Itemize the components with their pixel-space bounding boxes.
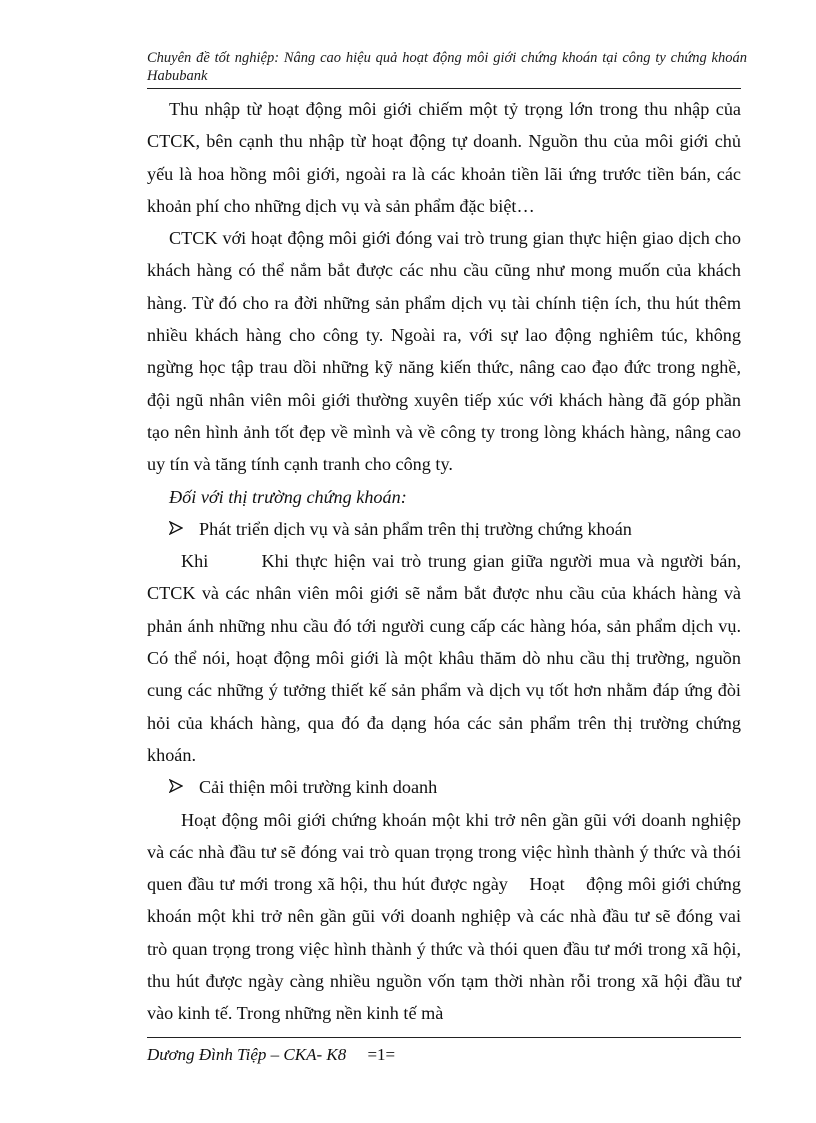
bullet-text: Cải thiện môi trường kinh doanh: [199, 777, 438, 798]
bullet-item-environment: [147, 771, 741, 803]
paragraph-broker-role: CTCK với hoạt động môi giới đóng vai trò trung gian thực hiện giao dịch cho khách hàng có thể nắm bắt được các nhu cầu cũng như mong muốn của khách hàng. Từ đó cho ra đời những sản phẩm dịch vụ tài chính tiện ích, thu hút thêm nhiều khách hàng cho công ty. Ngoài ra, với sự lao động nghiêm túc, không ngừng học tập trau dồi những kỹ năng kiến thức, nâng cao đạo đức trong nghề, đội ngũ nhân viên môi giới thường xuyên tiếp xúc với khách hàng đã góp phần tạo nên hình ảnh tốt đẹp về mình và về công ty trong lòng khách hàng, nâng cao uy tín và tăng tính cạnh tranh cho công ty.: [147, 228, 741, 475]
section-heading: Đối với thị trường chứng khoán:: [169, 486, 407, 507]
footer-author: Dương Đình Tiệp – CKA- K8: [147, 1045, 347, 1064]
bullet-item-products: [147, 513, 741, 545]
paragraph-business-environment: Hoạt động môi giới chứng khoán một khi trở nên gần gũi với doanh nghiệp và các nhà đầu tư sẽ đóng vai trò quan trọng trong việc hình thành ý thức và thói quen đầu tư mới trong xã hội, thu hút được ngày Hoạt động môi giới chứng khoán một khi trở nên gần gũi với doanh nghiệp và các nhà đầu tư sẽ đóng vai trò quan trọng trong việc hình thành ý thức và thói quen đầu tư mới trong xã hội, thu hút được ngày càng nhiều nguồn vốn tạm thời nhàn rỗi trong xã hội đầu tư vào kinh tế. Trong những nền kinh tế mà: [147, 809, 746, 1024]
bullet-text: Phát triển dịch vụ và sản phẩm trên thị trường chứng khoán: [199, 518, 632, 539]
running-footer: [147, 1044, 395, 1066]
footer-divider: [147, 1037, 741, 1038]
arrow-bullet-icon: [169, 779, 199, 793]
paragraph-market-products: Khi Khi thực hiện vai trò trung gian giữa người mua và người bán, CTCK và các nhân viên môi giới sẽ nắm bắt được nhu cầu của khách hàng và phản ánh những nhu cầu đó tới người cung cấp các hàng hóa, sản phẩm dịch vụ. Có thể nói, hoạt động môi giới là một khâu thăm dò nhu cầu thị trường, nguồn cung các những ý tưởng thiết kế sản phẩm và dịch vụ tốt hơn nhằm đáp ứng đòi hỏi của khách hàng, qua đó đa dạng hóa các sản phẩm trên thị trường chứng khoán.: [147, 551, 746, 765]
arrow-bullet-icon: [169, 521, 199, 535]
paragraph-brokerage-income: Thu nhập từ hoạt động môi giới chiếm một tỷ trọng lớn trong thu nhập của CTCK, bên cạnh thu nhập từ hoạt động tự doanh. Nguồn thu của môi giới chủ yếu là hoa hồng môi giới, ngoài ra là các khoản tiền lãi ứng trước tiền bán, các khoản phí cho những dịch vụ và sản phẩm đặc biệt…: [147, 99, 741, 216]
header-divider: [147, 88, 741, 89]
running-header: Chuyên đề tốt nghiệp: Nâng cao hiệu quả hoạt động môi giới chứng khoán tại công ty chứng khoán Habubank: [147, 50, 747, 84]
page-number: =1=: [367, 1045, 396, 1064]
document-body: [147, 93, 746, 1030]
